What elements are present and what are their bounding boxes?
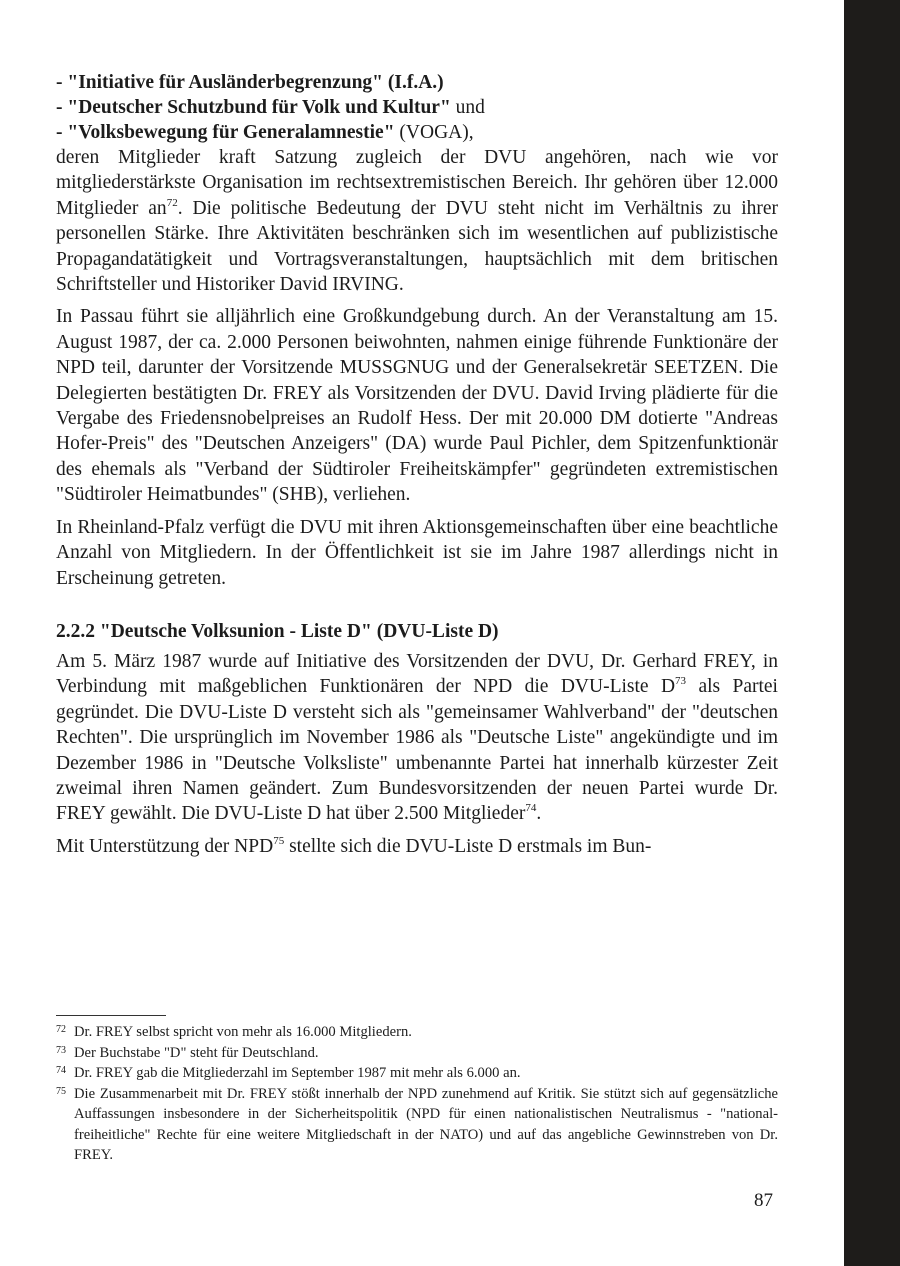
footnote-text: Die Zusammenarbeit mit Dr. FREY stößt innerhalb der NPD zunehmend auf Kritik. Sie stützt sich auf gegensätzliche Auffassungen insbesondere in der Sicherheitspolitik (NPD für einen nationalistischen Neutralismus - "national-freiheitliche" Rechte für eine weitere Mitgliedschaft in der NATO) und auf das angebliche Gewinnstreben von Dr. FREY. — [74, 1085, 778, 1163]
paragraph-text: Mit Unterstützung der NPD — [56, 835, 274, 857]
paragraph-dvu-liste-founding — [56, 649, 778, 827]
paragraph-passau-rally: In Passau führt sie alljährlich eine Großkundgebung durch. An der Veranstaltung am 15. August 1987, der ca. 2.000 Personen beiwohnten, nahmen einige führende Funktionäre der NPD teil, darunter der Vorsitzende MUSSGNUG und der Generalsekretär SEETZEN. Die Delegierten bestätigten Dr. FREY als Vorsitzenden der DVU. David Irving plädierte für die Vergabe des Friedensnobelpreises an Rudolf Hess. Der mit 20.000 DM dotierte "Andreas Hofer-Preis" des "Deutschen Anzeigers" (DA) wurde Paul Pichler, dem Spitzenfunktionär des ehemals als "Verband der Südtiroler Freiheitskämpfer" gegründeten extremistischen "Südtiroler Heimatbundes" (SHB), verliehen. — [56, 306, 778, 506]
list-item — [56, 95, 778, 120]
footnote-ref: 74 — [525, 802, 537, 815]
page-body — [56, 70, 778, 859]
paragraph-rheinland-pfalz: In Rheinland-Pfalz verfügt die DVU mit ihren Aktionsgemeinschaften über eine beachtliche Anzahl von Mitgliedern. In der Öffentlichkeit ist sie im Jahre 1987 allerdings nicht in Erscheinung getreten. — [56, 516, 778, 589]
footnote-text: Der Buchstabe "D" steht für Deutschland. — [74, 1044, 319, 1061]
list-item — [56, 70, 778, 95]
list-item — [56, 120, 778, 145]
section-heading: 2.2.2 "Deutsche Volksunion - Liste D" (DVU-Liste D) — [56, 620, 499, 642]
paragraph-text: als Partei gegründet. Die DVU-Liste D versteht sich als "gemeinsamer Wahlverband" der "deutschen Rechten". Die ursprünglich im November 1986 als "Deutsche Liste" angekündigte und im Dezember 1986 in "Deutsche Volksliste" umbenannte Partei hat innerhalb kürzester Zeit zweimal ihren Namen geändert. Zum Bundesvorsitzenden der neuen Partei wurde Dr. FREY gewählt. Die DVU-Liste D hat über 2.500 Mitglieder — [56, 676, 778, 825]
list-item-text: - "Volksbewegung für Generalamnestie" — [56, 122, 395, 143]
paragraph-npd-support — [56, 834, 778, 859]
book-spine-shadow — [844, 0, 900, 1266]
paragraph-text: . Die politische Bedeutung der DVU steht nicht im Verhältnis zu ihrer personellen Stärke. Ihre Aktivitäten beschränken sich im wesentlichen auf publizistische Propagandatätigkeit und Vortragsveranstaltungen, hauptsächlich mit dem britischen Schriftsteller und Historiker David IRVING. — [56, 197, 778, 296]
footnote-number: 74 — [56, 1065, 66, 1076]
footnote-number: 72 — [56, 1024, 66, 1035]
paragraph-text: . — [536, 803, 542, 825]
list-item-text: - "Deutscher Schutzbund für Volk und Kultur" — [56, 97, 451, 118]
footnote — [56, 1084, 778, 1166]
paragraph-text: stellte sich die DVU-Liste D erstmals im Bun- — [284, 835, 652, 857]
footnote-divider — [56, 1015, 166, 1016]
footnote-number: 73 — [56, 1044, 66, 1056]
paragraph-text: deren Mitglieder kraft Satzung zugleich der DVU angehören, nach wie vor mitgliederstärkste Organisation im rechtsextremistischen Bereich. Ihr gehören über 12.000 Mitglieder an — [56, 147, 778, 219]
footnotes — [56, 1022, 778, 1166]
footnote-number: 75 — [56, 1085, 66, 1097]
footnote-ref: 72 — [166, 196, 178, 209]
footnote — [56, 1063, 778, 1084]
list-item-text: - "Initiative für Ausländerbegrenzung" (I.f.A.) — [56, 72, 444, 93]
footnote — [56, 1043, 778, 1064]
footnote-text: Dr. FREY gab die Mitgliederzahl im September 1987 mit mehr als 6.000 an. — [74, 1065, 521, 1081]
footnote-ref: 75 — [273, 834, 285, 847]
footnote-ref: 73 — [675, 675, 687, 688]
paragraph-text: Am 5. März 1987 wurde auf Initiative des Vorsitzenden der DVU, Dr. Gerhard FREY, in Verbindung mit maßgeblichen Funktionären der NPD die DVU-Liste D — [56, 650, 778, 698]
footnote — [56, 1022, 778, 1043]
list-item-tail: und — [450, 97, 485, 118]
paragraph-dvu-membership — [56, 145, 778, 297]
page-number: 87 — [754, 1190, 773, 1211]
footnote-text: Dr. FREY selbst spricht von mehr als 16.000 Mitgliedern. — [74, 1024, 412, 1040]
list-item-tail: (VOGA), — [394, 122, 474, 143]
